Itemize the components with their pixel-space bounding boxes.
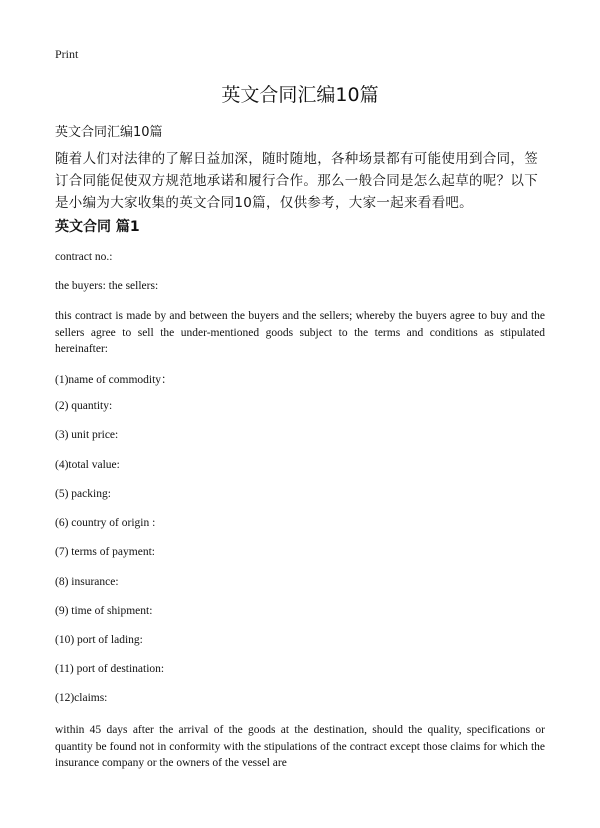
clause-item: (9) time of shipment:: [55, 605, 153, 617]
contract-number-line: contract no.:: [55, 251, 113, 263]
clause-item: (8) insurance:: [55, 576, 119, 588]
clause-item: (11) port of destination:: [55, 663, 165, 675]
clause-item: (7) terms of payment:: [55, 546, 155, 558]
print-link[interactable]: Print: [55, 47, 79, 61]
clause-item: (3) unit price:: [55, 429, 119, 441]
clause-item: (6) country of origin :: [55, 517, 156, 529]
claims-paragraph: within 45 days after the arrival of the goods at the destination, should the quality, specifications or quantity be found not in conformity with the stipulations of the contract except those claims for which the insurance company or the owners of the vessel are: [55, 724, 545, 769]
clause-item: (2) quantity:: [55, 400, 113, 412]
clause-item: (5) packing:: [55, 488, 111, 500]
clause-item: (4)total value:: [55, 459, 120, 471]
clause-item: (1)name of commodity：: [55, 374, 173, 386]
clause-item: (12)claims:: [55, 692, 108, 704]
parties-line: the buyers: the sellers:: [55, 280, 159, 292]
document-title: 英文合同汇编10篇: [221, 84, 379, 106]
section-heading: 英文合同 篇1: [55, 219, 140, 235]
clause-item: (10) port of lading:: [55, 634, 143, 646]
preamble-paragraph: this contract is made by and between the buyers and the sellers; whereby the buyers agree to buy and the sellers agree to sell the under-mentioned goods subject to the terms and conditions as stipulated hereinafter:: [55, 310, 545, 355]
document-subtitle: 英文合同汇编10篇: [55, 125, 163, 140]
intro-paragraph: 随着人们对法律的了解日益加深，随时随地，各种场景都有可能使用到合同，签订合同能促使双方规范地承诺和履行合作。那么一般合同是怎么起草的呢？以下是小编为大家收集的英文合同10篇，仅供参考，大家一起来看看吧。: [55, 151, 538, 211]
